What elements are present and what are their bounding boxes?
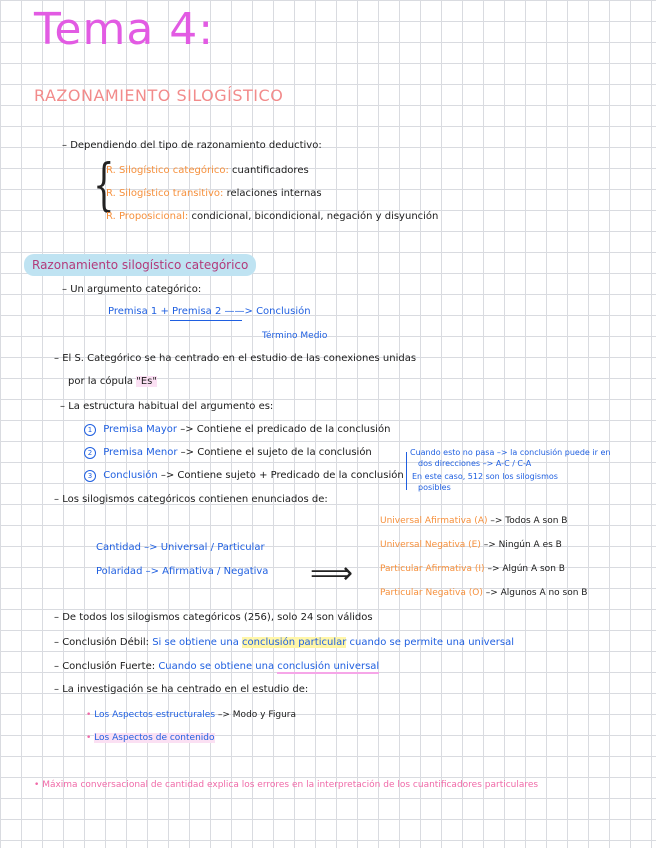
research-name: Los Aspectos de contenido (94, 733, 215, 743)
structure-item (84, 424, 390, 436)
type-item (106, 165, 309, 176)
weak-desc-b: conclusión particular (242, 637, 347, 648)
weak-label: Conclusión Débil: (62, 637, 149, 648)
syllogisms-label: – Los silogismos categóricos contienen enunciados de: (54, 494, 328, 505)
structure-desc: –> Contiene el sujeto de la conclusión (180, 447, 372, 458)
strong-label: Conclusión Fuerte: (62, 661, 156, 672)
result-name: Universal Negativa (E) (380, 540, 481, 550)
intro-heading: – Dependiendo del tipo de razonamiento deductivo: (62, 140, 322, 151)
structure-desc: –> Contiene el predicado de la conclusión (180, 424, 391, 435)
note-line: dos direcciones –> A-C / C-A (418, 459, 532, 468)
number-1-icon: 1 (84, 424, 96, 436)
result-name: Particular Negativa (O) (380, 588, 483, 598)
type-desc: condicional, bicondicional, negación y disyunción (191, 211, 439, 222)
formula: Premisa 1 + Premisa 2 ——> Conclusión (108, 306, 311, 317)
footer-note: • Máxima conversacional de cantidad explica los errores en la interpretación de los cuantificadores particulares (34, 780, 539, 790)
type-item (106, 211, 438, 222)
result-desc: –> Algunos A no son B (485, 588, 588, 598)
strong-desc-b: conclusión universal (277, 661, 380, 672)
weak-desc-a: Si se obtiene una (152, 637, 239, 648)
research-desc: –> Modo y Figura (217, 710, 296, 720)
result-name: Particular Afirmativa (I) (380, 564, 485, 574)
page-title: Tema 4: (34, 4, 215, 55)
left-brace-icon: { (93, 153, 115, 218)
result-desc: –> Ningún A es B (483, 540, 562, 550)
result-name: Universal Afirmativa (A) (380, 516, 488, 526)
middle-term-bracket (170, 320, 242, 321)
result-item (380, 540, 562, 550)
type-item (106, 188, 322, 199)
type-name: R. Silogístico categórico: (106, 165, 229, 176)
feature-desc: –> Universal / Particular (144, 542, 265, 553)
weak-desc-c: cuando se permite una universal (349, 637, 514, 648)
research-item: • Los Aspectos estructurales –> Modo y Figura (86, 710, 296, 720)
argument-label: – Un argumento categórico: (62, 284, 201, 295)
number-3-icon: 3 (84, 470, 96, 482)
strong-desc-a: Cuando se obtiene una (158, 661, 275, 672)
feature-desc: –> Afirmativa / Negativa (145, 566, 269, 577)
structure-desc: –> Contiene sujeto + Predicado de la conclusión (160, 470, 404, 481)
feature-name: Cantidad (96, 542, 141, 553)
middle-term: Término Medio (262, 331, 328, 341)
footer-text: Máxima conversacional de cantidad explica los errores en la interpretación de los cuantificadores particulares (42, 780, 539, 790)
result-item (380, 588, 587, 598)
research-item: • Los Aspectos de contenido (86, 733, 215, 743)
copula-es: "Es" (136, 376, 157, 387)
structure-label: – La estructura habitual del argumento es: (60, 401, 273, 412)
type-name: R. Silogístico transitivo: (106, 188, 224, 199)
line-categorical: – El S. Categórico se ha centrado en el estudio de las conexiones unidas (54, 353, 416, 364)
feature-item (96, 566, 268, 577)
section-title: Razonamiento silogístico categórico (24, 254, 256, 276)
note-line: En este caso, 512 son los silogismos (412, 472, 558, 481)
structure-name: Premisa Mayor (103, 424, 178, 435)
feature-item (96, 542, 265, 553)
page-subtitle: RAZONAMIENTO SILOGÍSTICO (34, 86, 284, 105)
number-2-icon: 2 (84, 447, 96, 459)
copula-text: por la cópula (68, 376, 134, 387)
result-desc: –> Todos A son B (490, 516, 568, 526)
feature-name: Polaridad (96, 566, 143, 577)
implies-arrow-icon: ⟹ (310, 556, 354, 591)
structure-item (84, 470, 404, 482)
structure-item (84, 447, 372, 459)
type-name: R. Proposicional: (106, 211, 189, 222)
result-item (380, 564, 565, 574)
valid-line: – De todos los silogismos categóricos (256), solo 24 son válidos (54, 612, 373, 623)
result-desc: –> Algún A son B (487, 564, 565, 574)
type-desc: cuantificadores (232, 165, 309, 176)
result-item (380, 516, 567, 526)
weak-conclusion (54, 637, 514, 648)
structure-name: Premisa Menor (103, 447, 178, 458)
notes-bracket (406, 452, 407, 490)
line-copula (68, 376, 157, 387)
note-line: posibles (418, 483, 451, 492)
research-label: – La investigación se ha centrado en el estudio de: (54, 684, 308, 695)
research-name: Los Aspectos estructurales (94, 710, 216, 720)
strong-conclusion (54, 661, 379, 672)
type-desc: relaciones internas (226, 188, 322, 199)
note-line: Cuando esto no pasa –> la conclusión puede ir en (410, 448, 611, 457)
structure-name: Conclusión (103, 470, 158, 481)
